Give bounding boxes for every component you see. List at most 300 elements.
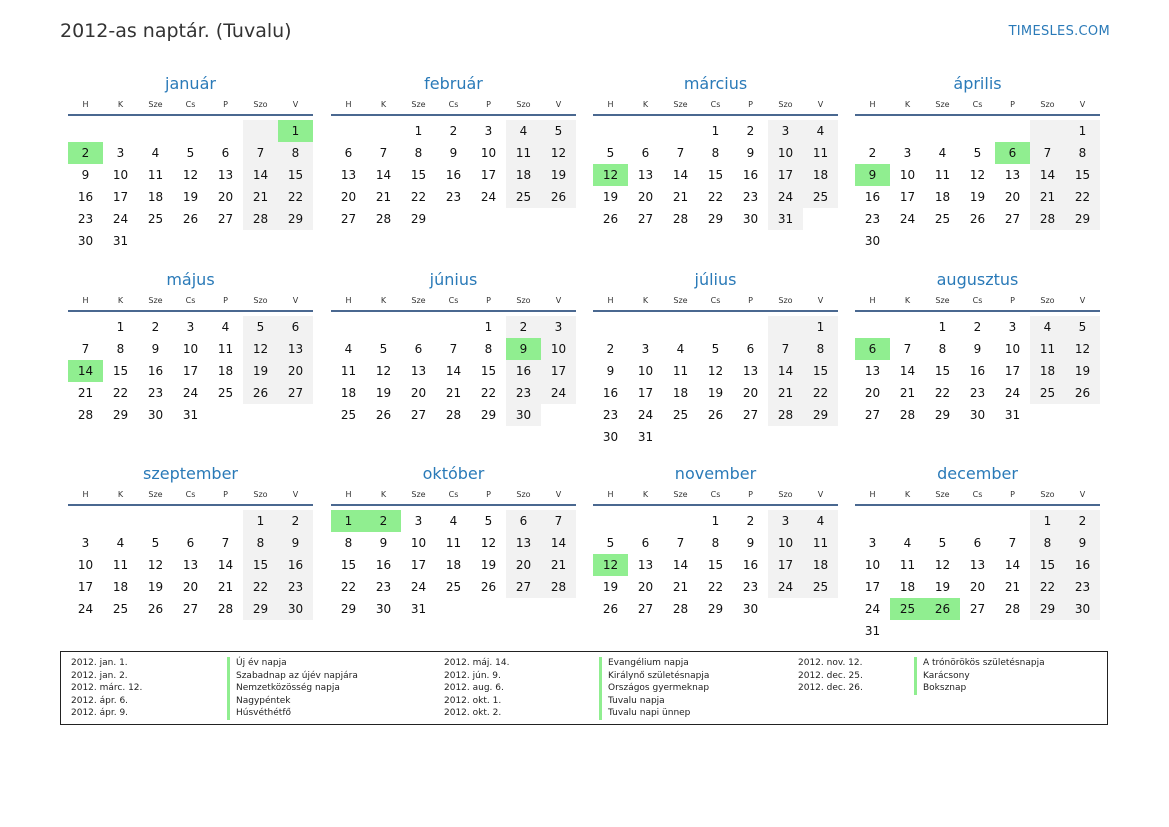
day-cell: 9 bbox=[81, 168, 90, 182]
day-cell: 7 bbox=[81, 342, 90, 356]
day-cell: 21 bbox=[672, 580, 689, 594]
day-cell: 25 bbox=[1030, 382, 1065, 404]
day-cell: 4 bbox=[803, 510, 838, 532]
day-cell: 3 bbox=[484, 124, 493, 138]
day-cell: 3 bbox=[768, 120, 803, 142]
weekday-header: K bbox=[366, 98, 401, 116]
day-cell: 9 bbox=[449, 146, 458, 160]
month-name: július bbox=[694, 270, 737, 289]
legend-dates-column bbox=[71, 657, 142, 720]
day-cell: 29 bbox=[707, 602, 724, 616]
day-cell: 19 bbox=[707, 386, 724, 400]
empty-cell bbox=[243, 120, 278, 142]
month-calendar bbox=[855, 74, 1100, 252]
weekday-header: H bbox=[331, 488, 366, 506]
empty-cell bbox=[925, 510, 960, 532]
weekday-header: K bbox=[890, 488, 925, 506]
empty-cell bbox=[173, 510, 208, 532]
day-cell: 2 bbox=[973, 320, 982, 334]
day-cell: 27 bbox=[969, 602, 986, 616]
day-cell: 9 bbox=[506, 338, 541, 360]
day-cell: 16 bbox=[602, 386, 619, 400]
day-cell: 11 bbox=[672, 364, 689, 378]
day-cell: 16 bbox=[445, 168, 462, 182]
weekday-header: Sze bbox=[925, 294, 960, 312]
empty-cell bbox=[663, 120, 698, 142]
day-cell: 20 bbox=[637, 580, 654, 594]
day-cell: 15 bbox=[1065, 164, 1100, 186]
day-cell: 21 bbox=[445, 386, 462, 400]
day-cell: 30 bbox=[147, 408, 164, 422]
day-cell: 27 bbox=[410, 408, 427, 422]
day-cell: 1 bbox=[711, 124, 720, 138]
legend-holiday-name: Új év napja bbox=[227, 657, 358, 670]
day-cell: 26 bbox=[602, 212, 619, 226]
day-cell: 26 bbox=[480, 580, 497, 594]
day-cell: 6 bbox=[414, 342, 423, 356]
day-cell: 6 bbox=[973, 536, 982, 550]
day-cell: 8 bbox=[484, 342, 493, 356]
legend-holiday-name: A trónörökös születésnapja bbox=[914, 657, 1045, 670]
day-cell: 28 bbox=[768, 404, 803, 426]
day-cell: 23 bbox=[445, 190, 462, 204]
day-cell: 11 bbox=[934, 168, 951, 182]
month-calendar bbox=[331, 464, 576, 620]
day-cell: 26 bbox=[969, 212, 986, 226]
month-calendar bbox=[331, 74, 576, 230]
day-cell: 22 bbox=[707, 190, 724, 204]
weekday-header: Szo bbox=[768, 294, 803, 312]
day-cell: 12 bbox=[1065, 338, 1100, 360]
day-cell: 29 bbox=[803, 404, 838, 426]
day-cell: 30 bbox=[506, 404, 541, 426]
day-cell: 18 bbox=[506, 164, 541, 186]
day-cell: 27 bbox=[1004, 212, 1021, 226]
day-cell: 23 bbox=[1065, 576, 1100, 598]
empty-cell bbox=[173, 120, 208, 142]
day-cell: 20 bbox=[217, 190, 234, 204]
weekday-header: V bbox=[1065, 98, 1100, 116]
day-cell: 7 bbox=[676, 146, 685, 160]
empty-cell bbox=[1030, 120, 1065, 142]
day-cell: 18 bbox=[803, 554, 838, 576]
day-cell: 5 bbox=[151, 536, 160, 550]
day-cell: 16 bbox=[969, 364, 986, 378]
day-cell: 21 bbox=[1004, 580, 1021, 594]
day-cell: 14 bbox=[672, 168, 689, 182]
month-calendar bbox=[593, 270, 838, 448]
day-cell: 6 bbox=[746, 342, 755, 356]
day-cell: 21 bbox=[672, 190, 689, 204]
day-cell: 18 bbox=[899, 580, 916, 594]
day-cell: 31 bbox=[410, 602, 427, 616]
day-cell: 2 bbox=[366, 510, 401, 532]
legend-names-column bbox=[914, 657, 1045, 695]
day-cell: 7 bbox=[768, 338, 803, 360]
day-cell: 23 bbox=[278, 576, 313, 598]
empty-cell bbox=[855, 510, 890, 532]
weekday-header: Szo bbox=[506, 98, 541, 116]
day-cell: 20 bbox=[864, 386, 881, 400]
day-cell: 8 bbox=[414, 146, 423, 160]
day-cell: 29 bbox=[707, 212, 724, 226]
brand-link[interactable]: TIMESLES.COM bbox=[1008, 24, 1110, 39]
empty-cell bbox=[331, 120, 366, 142]
day-cell: 25 bbox=[112, 602, 129, 616]
day-cell: 26 bbox=[243, 382, 278, 404]
day-cell: 7 bbox=[676, 536, 685, 550]
day-cell: 26 bbox=[1065, 382, 1100, 404]
day-cell: 14 bbox=[541, 532, 576, 554]
day-cell: 9 bbox=[855, 164, 890, 186]
month-name: november bbox=[674, 464, 757, 483]
day-cell: 21 bbox=[899, 386, 916, 400]
weekday-header: V bbox=[803, 98, 838, 116]
day-cell: 18 bbox=[112, 580, 129, 594]
day-cell: 31 bbox=[768, 208, 803, 230]
day-cell: 8 bbox=[116, 342, 125, 356]
empty-cell bbox=[331, 316, 366, 338]
day-cell: 2 bbox=[151, 320, 160, 334]
month-name: május bbox=[166, 270, 215, 289]
weekday-header: V bbox=[803, 294, 838, 312]
day-cell: 30 bbox=[969, 408, 986, 422]
day-cell: 10 bbox=[480, 146, 497, 160]
day-cell: 11 bbox=[506, 142, 541, 164]
day-cell: 3 bbox=[641, 342, 650, 356]
day-cell: 9 bbox=[606, 364, 615, 378]
weekday-header: P bbox=[995, 488, 1030, 506]
day-cell: 11 bbox=[803, 142, 838, 164]
day-cell: 20 bbox=[637, 190, 654, 204]
weekday-header: Szo bbox=[1030, 294, 1065, 312]
day-cell: 21 bbox=[768, 382, 803, 404]
weekday-header: V bbox=[541, 488, 576, 506]
empty-cell bbox=[960, 120, 995, 142]
day-cell: 20 bbox=[182, 580, 199, 594]
day-cell: 15 bbox=[803, 360, 838, 382]
day-cell: 5 bbox=[938, 536, 947, 550]
weekday-header: K bbox=[103, 98, 138, 116]
weekday-header: H bbox=[855, 294, 890, 312]
day-cell: 13 bbox=[182, 558, 199, 572]
day-cell: 7 bbox=[449, 342, 458, 356]
day-cell: 8 bbox=[938, 342, 947, 356]
day-cell: 4 bbox=[151, 146, 160, 160]
holiday-legend bbox=[60, 651, 1108, 725]
day-cell: 25 bbox=[803, 186, 838, 208]
day-cell: 4 bbox=[803, 120, 838, 142]
day-cell: 30 bbox=[375, 602, 392, 616]
day-cell: 24 bbox=[768, 186, 803, 208]
day-cell: 24 bbox=[899, 212, 916, 226]
weekday-header: Szo bbox=[243, 98, 278, 116]
day-cell: 8 bbox=[711, 536, 720, 550]
day-cell: 6 bbox=[186, 536, 195, 550]
day-cell: 12 bbox=[147, 558, 164, 572]
day-cell: 26 bbox=[182, 212, 199, 226]
weekday-header: V bbox=[278, 488, 313, 506]
day-cell: 1 bbox=[414, 124, 423, 138]
weekday-header: V bbox=[1065, 294, 1100, 312]
day-cell: 19 bbox=[182, 190, 199, 204]
day-cell: 21 bbox=[1030, 186, 1065, 208]
day-cell: 18 bbox=[147, 190, 164, 204]
empty-cell bbox=[208, 510, 243, 532]
day-cell: 1 bbox=[1065, 120, 1100, 142]
day-cell: 4 bbox=[116, 536, 125, 550]
legend-holiday-name: Húsvéthétfő bbox=[227, 707, 358, 720]
legend-holiday-name: Országos gyermeknap bbox=[599, 682, 709, 695]
weekday-header: Sze bbox=[925, 98, 960, 116]
day-cell: 29 bbox=[112, 408, 129, 422]
empty-cell bbox=[68, 316, 103, 338]
weekday-header: H bbox=[593, 98, 628, 116]
legend-date: 2012. jún. 9. bbox=[444, 670, 501, 681]
day-cell: 10 bbox=[410, 536, 427, 550]
day-cell: 2 bbox=[868, 146, 877, 160]
day-cell: 2 bbox=[606, 342, 615, 356]
day-cell: 14 bbox=[217, 558, 234, 572]
day-cell: 26 bbox=[707, 408, 724, 422]
day-cell: 11 bbox=[445, 536, 462, 550]
day-cell: 21 bbox=[243, 186, 278, 208]
empty-cell bbox=[698, 316, 733, 338]
weekday-header: P bbox=[995, 98, 1030, 116]
day-cell: 17 bbox=[480, 168, 497, 182]
day-cell: 22 bbox=[1065, 186, 1100, 208]
day-cell: 2 bbox=[1065, 510, 1100, 532]
legend-date: 2012. okt. 2. bbox=[444, 708, 502, 718]
day-cell: 12 bbox=[480, 536, 497, 550]
day-cell: 29 bbox=[1030, 598, 1065, 620]
day-cell: 28 bbox=[672, 212, 689, 226]
day-cell: 18 bbox=[445, 558, 462, 572]
weekday-header: Cs bbox=[173, 294, 208, 312]
day-cell: 2 bbox=[278, 510, 313, 532]
day-cell: 3 bbox=[541, 316, 576, 338]
day-cell: 14 bbox=[1004, 558, 1021, 572]
day-cell: 2 bbox=[68, 142, 103, 164]
day-cell: 25 bbox=[672, 408, 689, 422]
day-cell: 16 bbox=[864, 190, 881, 204]
legend-holiday-name: Tuvalu napja bbox=[599, 695, 709, 708]
day-cell: 29 bbox=[480, 408, 497, 422]
day-cell: 13 bbox=[969, 558, 986, 572]
day-cell: 24 bbox=[410, 580, 427, 594]
day-cell: 13 bbox=[217, 168, 234, 182]
empty-cell bbox=[733, 316, 768, 338]
day-cell: 12 bbox=[593, 554, 628, 576]
day-cell: 27 bbox=[506, 576, 541, 598]
day-cell: 22 bbox=[707, 580, 724, 594]
day-cell: 5 bbox=[973, 146, 982, 160]
day-cell: 10 bbox=[899, 168, 916, 182]
day-cell: 15 bbox=[410, 168, 427, 182]
day-cell: 10 bbox=[768, 142, 803, 164]
day-cell: 6 bbox=[344, 146, 353, 160]
day-cell: 28 bbox=[541, 576, 576, 598]
day-cell: 12 bbox=[707, 364, 724, 378]
day-cell: 19 bbox=[934, 580, 951, 594]
day-cell: 9 bbox=[151, 342, 160, 356]
day-cell: 7 bbox=[541, 510, 576, 532]
day-cell: 23 bbox=[742, 190, 759, 204]
day-cell: 16 bbox=[375, 558, 392, 572]
day-cell: 6 bbox=[641, 146, 650, 160]
weekday-header: K bbox=[628, 294, 663, 312]
day-cell: 12 bbox=[541, 142, 576, 164]
day-cell: 28 bbox=[1030, 208, 1065, 230]
day-cell: 24 bbox=[864, 602, 881, 616]
day-cell: 19 bbox=[541, 164, 576, 186]
day-cell: 17 bbox=[541, 360, 576, 382]
weekday-header: Szo bbox=[243, 488, 278, 506]
day-cell: 28 bbox=[77, 408, 94, 422]
month-name: június bbox=[429, 270, 478, 289]
day-cell: 18 bbox=[1030, 360, 1065, 382]
weekday-header: Szo bbox=[768, 488, 803, 506]
day-cell: 29 bbox=[278, 208, 313, 230]
day-cell: 25 bbox=[147, 212, 164, 226]
day-cell: 27 bbox=[217, 212, 234, 226]
weekday-header: P bbox=[733, 294, 768, 312]
empty-cell bbox=[663, 316, 698, 338]
day-cell: 4 bbox=[938, 146, 947, 160]
weekday-header: Cs bbox=[698, 488, 733, 506]
weekday-header: Szo bbox=[1030, 488, 1065, 506]
legend-date: 2012. aug. 6. bbox=[444, 683, 504, 693]
day-cell: 9 bbox=[746, 536, 755, 550]
weekday-header: H bbox=[68, 488, 103, 506]
day-cell: 24 bbox=[637, 408, 654, 422]
day-cell: 18 bbox=[340, 386, 357, 400]
day-cell: 25 bbox=[890, 598, 925, 620]
weekday-header: Cs bbox=[698, 294, 733, 312]
empty-cell bbox=[628, 510, 663, 532]
day-cell: 30 bbox=[1065, 598, 1100, 620]
day-cell: 14 bbox=[899, 364, 916, 378]
day-cell: 16 bbox=[1065, 554, 1100, 576]
day-cell: 25 bbox=[803, 576, 838, 598]
empty-cell bbox=[995, 510, 1030, 532]
day-cell: 9 bbox=[746, 146, 755, 160]
day-cell: 6 bbox=[855, 338, 890, 360]
day-cell: 14 bbox=[1030, 164, 1065, 186]
legend-date: 2012. dec. 25. bbox=[798, 670, 863, 681]
empty-cell bbox=[960, 510, 995, 532]
weekday-header: Sze bbox=[401, 488, 436, 506]
day-cell: 23 bbox=[147, 386, 164, 400]
legend-holiday-name: Evangélium napja bbox=[599, 657, 709, 670]
day-cell: 26 bbox=[375, 408, 392, 422]
legend-date: 2012. márc. 12. bbox=[71, 683, 143, 693]
day-cell: 14 bbox=[375, 168, 392, 182]
day-cell: 5 bbox=[711, 342, 720, 356]
day-cell: 13 bbox=[1004, 168, 1021, 182]
empty-cell bbox=[855, 120, 890, 142]
day-cell: 16 bbox=[506, 360, 541, 382]
day-cell: 13 bbox=[637, 168, 654, 182]
day-cell: 1 bbox=[938, 320, 947, 334]
day-cell: 4 bbox=[449, 514, 458, 528]
weekday-header: K bbox=[628, 98, 663, 116]
weekday-header: H bbox=[593, 488, 628, 506]
month-calendar bbox=[855, 270, 1100, 426]
day-cell: 30 bbox=[864, 234, 881, 248]
weekday-header: H bbox=[855, 98, 890, 116]
weekday-header: P bbox=[208, 98, 243, 116]
day-cell: 25 bbox=[340, 408, 357, 422]
day-cell: 27 bbox=[637, 602, 654, 616]
day-cell: 8 bbox=[344, 536, 353, 550]
legend-holiday-name: Nemzetközösség napja bbox=[227, 682, 358, 695]
day-cell: 23 bbox=[506, 382, 541, 404]
day-cell: 10 bbox=[864, 558, 881, 572]
empty-cell bbox=[995, 120, 1030, 142]
month-name: január bbox=[165, 74, 216, 93]
weekday-header: V bbox=[278, 98, 313, 116]
weekday-header: Cs bbox=[698, 98, 733, 116]
day-cell: 12 bbox=[182, 168, 199, 182]
day-cell: 24 bbox=[1004, 386, 1021, 400]
weekday-header: P bbox=[471, 294, 506, 312]
day-cell: 1 bbox=[278, 120, 313, 142]
weekday-header: Sze bbox=[138, 488, 173, 506]
day-cell: 22 bbox=[112, 386, 129, 400]
day-cell: 10 bbox=[637, 364, 654, 378]
empty-cell bbox=[68, 120, 103, 142]
day-cell: 2 bbox=[506, 316, 541, 338]
day-cell: 17 bbox=[182, 364, 199, 378]
day-cell: 1 bbox=[331, 510, 366, 532]
day-cell: 25 bbox=[217, 386, 234, 400]
day-cell: 6 bbox=[506, 510, 541, 532]
empty-cell bbox=[925, 120, 960, 142]
day-cell: 1 bbox=[243, 510, 278, 532]
day-cell: 8 bbox=[1030, 532, 1065, 554]
day-cell: 5 bbox=[186, 146, 195, 160]
month-name: december bbox=[937, 464, 1018, 483]
day-cell: 16 bbox=[147, 364, 164, 378]
weekday-header: K bbox=[890, 294, 925, 312]
day-cell: 5 bbox=[606, 536, 615, 550]
month-calendar bbox=[68, 270, 313, 426]
weekday-header: V bbox=[278, 294, 313, 312]
day-cell: 31 bbox=[112, 234, 129, 248]
day-cell: 20 bbox=[1004, 190, 1021, 204]
day-cell: 2 bbox=[746, 124, 755, 138]
legend-holiday-name: Tuvalu napi ünnep bbox=[599, 707, 709, 720]
day-cell: 31 bbox=[182, 408, 199, 422]
day-cell: 11 bbox=[899, 558, 916, 572]
day-cell: 14 bbox=[445, 364, 462, 378]
day-cell: 17 bbox=[112, 190, 129, 204]
month-calendar bbox=[855, 464, 1100, 642]
day-cell: 11 bbox=[803, 532, 838, 554]
day-cell: 1 bbox=[711, 514, 720, 528]
weekday-header: Szo bbox=[1030, 98, 1065, 116]
empty-cell bbox=[628, 120, 663, 142]
day-cell: 27 bbox=[182, 602, 199, 616]
day-cell: 14 bbox=[768, 360, 803, 382]
day-cell: 8 bbox=[1065, 142, 1100, 164]
day-cell: 20 bbox=[506, 554, 541, 576]
day-cell: 13 bbox=[340, 168, 357, 182]
day-cell: 7 bbox=[1008, 536, 1017, 550]
day-cell: 13 bbox=[278, 338, 313, 360]
day-cell: 24 bbox=[480, 190, 497, 204]
